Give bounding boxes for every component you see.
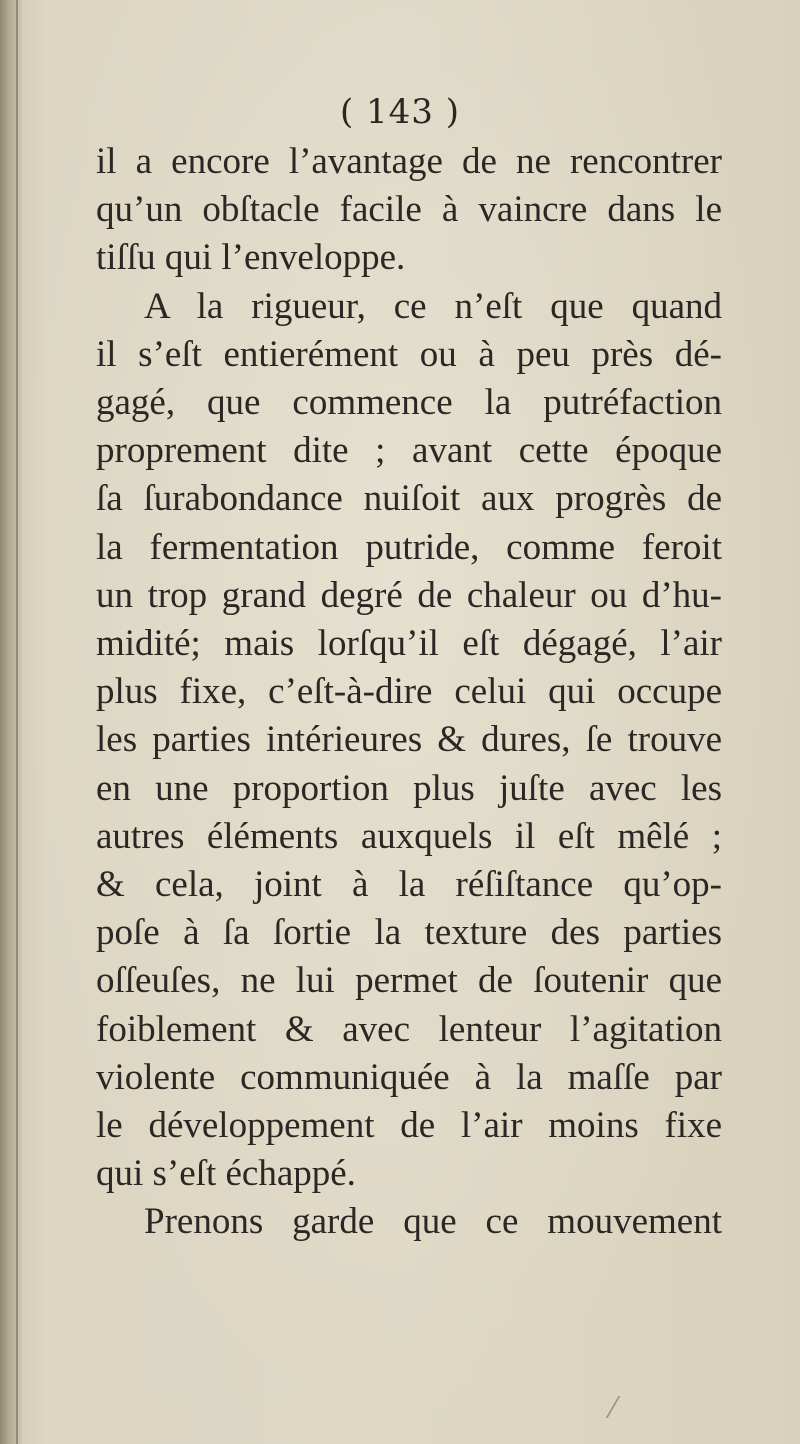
- text-line: gagé, que commence la putréfaction: [96, 382, 722, 424]
- text-line: & cela, joint à la réſiſtance qu’op-: [96, 864, 722, 906]
- text-line: poſe à ſa ſortie la texture des parties: [96, 912, 722, 954]
- text-line: qui s’eſt échappé.: [96, 1153, 356, 1195]
- page-binding-line: [16, 0, 18, 1444]
- text-line: violente communiquée à la maſſe par: [96, 1056, 722, 1098]
- text-line: Prenons garde que ce mouvement: [144, 1201, 722, 1243]
- text-line: plus fixe, c’eſt-à-dire celui qui occupe: [96, 671, 722, 713]
- body-text: [96, 138, 722, 1247]
- page-number-header: ( 143 ): [339, 92, 461, 132]
- text-line: un trop grand degré de chaleur ou d’hu-: [96, 574, 722, 616]
- text-line: qu’un obſtacle facile à vaincre dans le: [96, 189, 722, 231]
- text-line: la fermentation putride, comme feroit: [96, 526, 722, 568]
- text-line: proprement dite ; avant cette époque: [96, 430, 722, 472]
- text-line: foiblement & avec lenteur l’agitation: [96, 1008, 722, 1050]
- text-line: oſſeuſes, ne lui permet de ſoutenir que: [96, 960, 722, 1002]
- pencil-mark: [606, 1396, 631, 1418]
- text-line: en une proportion plus juſte avec les: [96, 767, 722, 809]
- text-line: il s’eſt entierément ou à peu près dé-: [96, 333, 722, 375]
- text-line: il a encore l’avantage de ne rencontrer: [96, 141, 722, 182]
- text-line: midité; mais lorſqu’il eſt dégagé, l’air: [96, 623, 722, 665]
- text-line: autres éléments auxquels il eſt mêlé ;: [96, 815, 722, 857]
- text-line: A la rigueur, ce n’eſt que quand: [144, 285, 722, 327]
- text-line: le développement de l’air moins fixe: [96, 1105, 722, 1147]
- page-binding-edge: [0, 0, 22, 1444]
- text-line: tiſſu qui l’enveloppe.: [96, 237, 406, 279]
- text-line: ſa ſurabondance nuiſoit aux progrès de: [96, 478, 722, 520]
- text-line: les parties intérieures & dures, ſe trouve: [96, 719, 722, 761]
